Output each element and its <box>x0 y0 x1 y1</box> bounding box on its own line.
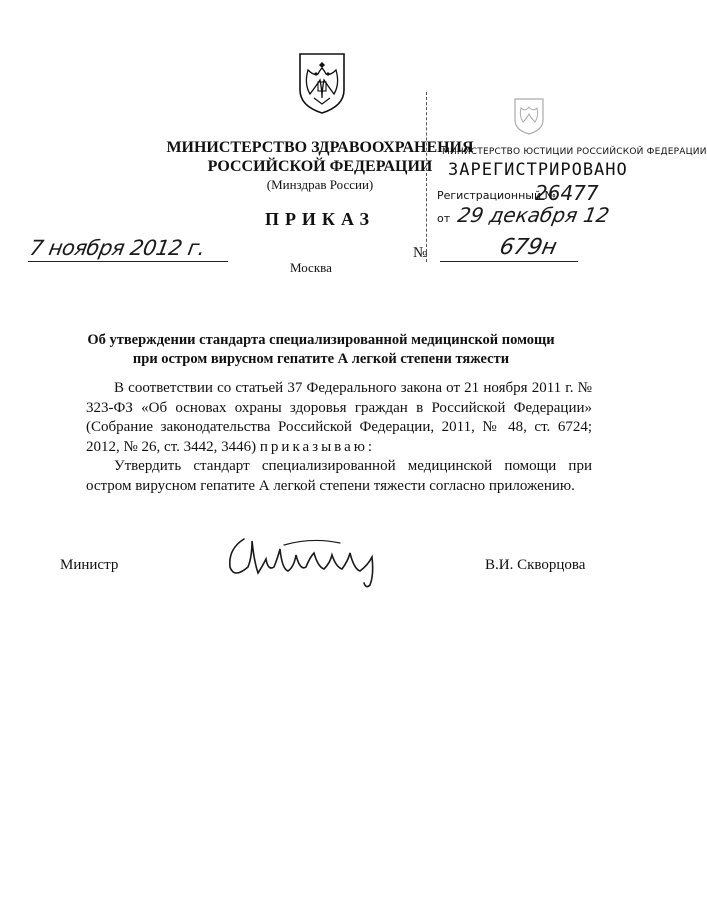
order-number: 679н <box>497 235 560 260</box>
body-paragraph-1-text: В соответствии со статьей 37 Федерального закона от 21 ноября 2011 г. № 323-ФЗ «Об основах охраны здоровья граждан в Российской Федерации» (Собрание законодательства Российской Федерации, 2011, № 48, ст. 6724; 2012, № 26, ст. 3442, 3446) <box>86 380 592 455</box>
order-title <box>64 331 578 369</box>
handwritten-signature <box>222 527 404 589</box>
ministry-line2: РОССИЙСКОЙ ФЕДЕРАЦИИ <box>207 158 433 175</box>
ministry-line1: МИНИСТЕРСТВО ЗДРАВООХРАНЕНИЯ <box>166 139 474 156</box>
number-underline <box>440 261 578 262</box>
signatory-role: Министр <box>60 557 119 573</box>
order-body <box>86 379 592 496</box>
state-emblem-icon <box>296 50 348 116</box>
order-number-label: № <box>413 245 428 261</box>
city: Москва <box>290 260 332 275</box>
order-title-line2: при остром вирусном гепатите А легкой степени тяжести <box>132 351 510 367</box>
stamp-status: ЗАРЕГИСТРИРОВАНО <box>448 160 628 180</box>
order-title-line1: Об утверждении стандарта специализированной медицинской помощи <box>87 332 555 348</box>
document-type: ПРИКАЗ <box>264 209 376 229</box>
ministry-heading <box>150 138 490 194</box>
stamp-emblem-icon <box>512 96 546 136</box>
stamp-regno-label: Регистрационный № <box>437 189 557 202</box>
ministry-short-name: (Минздрав России) <box>266 177 374 192</box>
stamp-organization: МИНИСТЕРСТВО ЮСТИЦИИ РОССИЙСКОЙ ФЕДЕРАЦИИ <box>442 147 707 157</box>
date-underline <box>28 261 228 262</box>
signatory-name: В.И. Скворцова <box>485 557 586 573</box>
stamp-regno: 26477 <box>535 181 599 205</box>
body-action-word: приказываю: <box>259 438 376 455</box>
stamp-border <box>426 92 428 262</box>
stamp-date: 29 декабря 12 <box>455 203 612 227</box>
body-paragraph-1 <box>86 379 592 457</box>
stamp-date-prefix: от <box>437 212 451 225</box>
order-date: 7 ноября 2012 г. <box>27 236 207 260</box>
body-paragraph-2: Утвердить стандарт специализированной медицинской помощи при остром вирусном гепатите А легкой степени тяжести согласно приложению. <box>86 458 592 494</box>
